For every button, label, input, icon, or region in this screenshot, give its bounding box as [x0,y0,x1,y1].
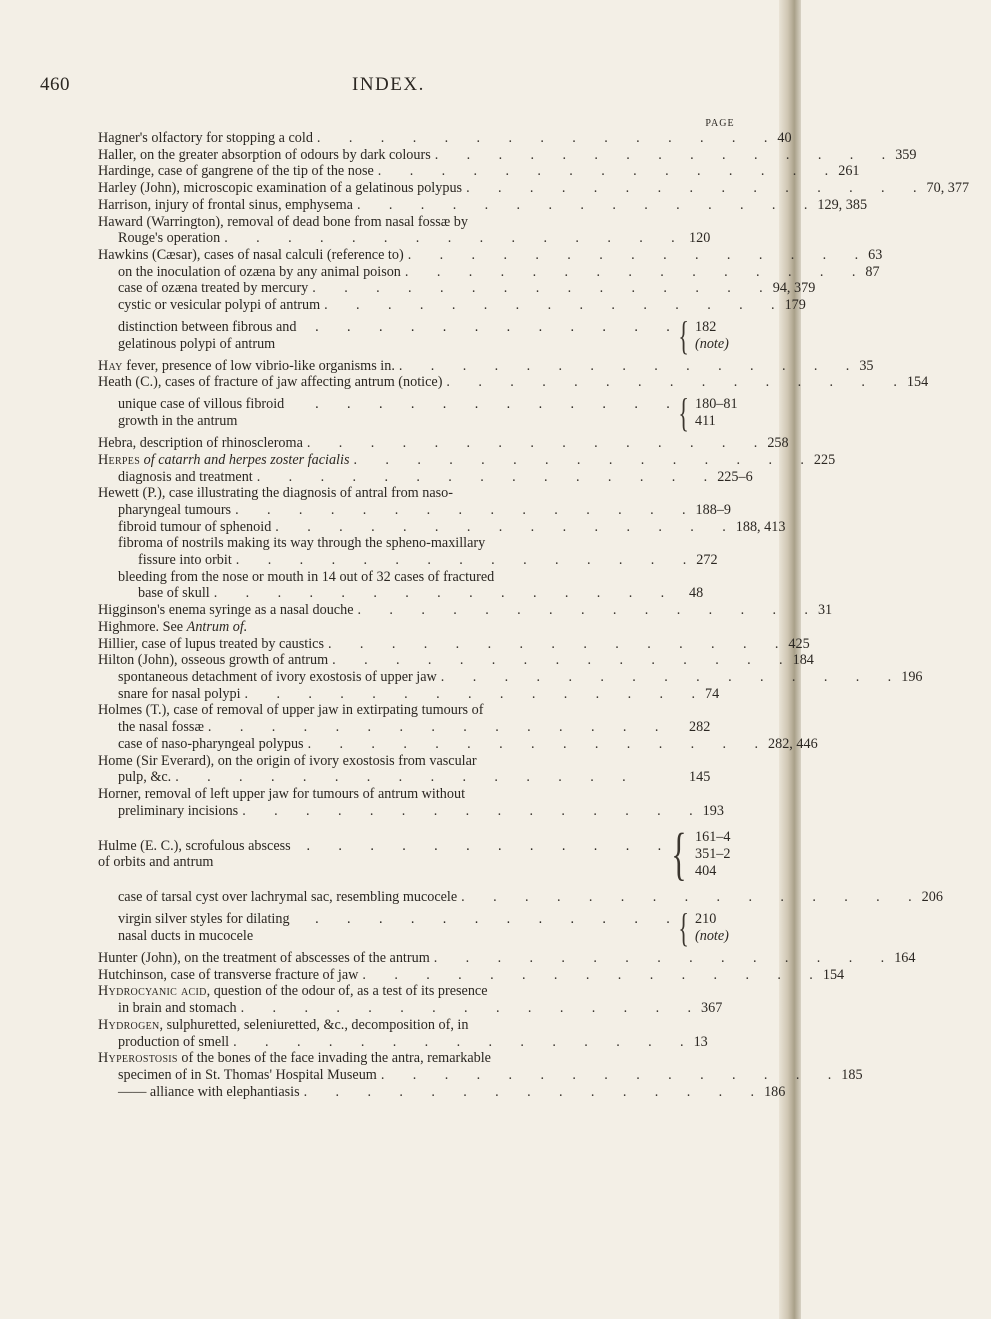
entry-page: 188–9 [695,501,731,518]
leader-dots [315,396,670,413]
brace-mark: { [678,390,689,436]
entry-text: diagnosis and treatment [118,468,253,485]
entry-body [98,838,665,871]
entry-line [98,786,753,803]
index-entry [98,821,753,887]
entry-text-group [98,147,431,164]
entry-text-group [98,950,430,967]
entry-text-group [98,435,303,452]
leader-dots [208,719,679,736]
entry-page: (note) [695,928,729,945]
entry-page-list [695,319,753,352]
leader-dots [214,585,679,602]
entry-continuation: base of skull [138,585,210,602]
leader-dots [357,197,807,214]
entry-text-group [98,652,328,669]
entry-line-continued [98,552,753,569]
leader-dots [308,736,758,753]
entry-text-group [118,911,311,944]
leader-dots [275,519,725,536]
entry-text-group [118,280,308,297]
leader-dots [353,452,803,469]
index-entry [98,889,943,906]
entry-line-continued [98,585,753,602]
entry-text: Haller, on the greater absorption of odours by dark colours [98,146,431,163]
entry-text: Holmes (T.), case of removal of upper jaw in extirpating tumours of [98,702,484,719]
entry-page: 74 [704,685,720,702]
entry-page: 94, 379 [772,280,816,297]
entry-text: virgin silver styles for dilating nasal ducts in mucocele [118,911,290,945]
entry-text: Hewett (P.), case illustrating the diagnosis of antral from naso- [98,485,453,502]
entry-text: Haward (Warrington), removal of dead bone from nasal fossæ by [98,213,468,230]
entry-page: 411 [695,413,716,430]
entry-text: snare for nasal polypi [118,685,241,702]
entry-line-continued [98,1066,863,1084]
leader-dots [328,636,778,653]
leader-dots [245,686,695,703]
brace-mark: { [678,905,689,951]
index-entry [98,686,753,703]
entry-text: Hillier, case of lupus treated by caustics [98,635,324,652]
entry-continuation: pulp, &c. [118,769,172,786]
leader-dots [235,502,685,519]
entry-page: 154 [822,966,845,983]
entry-text: fever, presence of low vibrio-like organisms in. [122,357,395,374]
index-entry [98,652,814,669]
entry-text-group [98,180,462,197]
leader-dots [242,803,692,820]
leader-dots [378,163,828,180]
entry-text: of the bones of the face invading the antra, remarkable [177,1050,491,1067]
entry-page: 196 [901,668,923,685]
entry-page: 31 [817,602,833,619]
entry-text: cystic or vesicular polypi of antrum [118,297,321,314]
entry-page-list [695,829,753,879]
entry-page: 258 [767,435,789,452]
entry-text: on the inoculation of ozæna by any animal poison [118,263,401,280]
entry-text: Home (Sir Everard), on the origin of ivory exostosis from vascular [98,752,477,769]
entry-line [98,753,753,770]
index-entry [98,1083,786,1101]
index-entry [98,569,753,602]
index-entry [98,374,929,391]
entry-line [98,396,674,429]
entry-page: 425 [788,635,810,652]
entry-text-group [98,786,465,803]
entry-page: 359 [895,146,917,163]
entry-text-group [98,214,468,231]
entry-line [98,319,674,352]
entry-text: Harrison, injury of frontal sinus, emphysema [98,196,353,213]
index-entry [98,163,860,180]
index-entry [98,214,753,247]
entry-page: 193 [702,802,724,819]
leader-dots [257,469,707,486]
entry-page: 182 [695,319,717,336]
index-entry [98,357,874,375]
entry-page: 120 [689,230,711,247]
leader-dots [236,552,686,569]
leader-dots [307,435,757,452]
leader-dots [317,130,767,147]
entry-page: 184 [792,652,814,669]
index-entry [98,196,868,214]
entry-continuation: preliminary incisions [118,802,239,819]
index-entry [98,312,753,358]
entry-text-group [98,1050,491,1067]
index-entry [98,1017,753,1050]
entry-text-group [118,736,304,753]
entry-text: , question of the odour of, as a test of its presence [206,983,488,1000]
index-entry [98,130,792,147]
page-number: 460 [40,74,70,95]
entry-line [98,838,665,871]
entry-text: unique case of villous fibroid growth in the antrum [118,396,285,430]
page-title: INDEX. [352,74,425,95]
entry-line [98,983,753,1000]
entry-page: 351–2 [695,845,731,862]
entry-text: fibroma of nostrils making its way through the spheno-maxillary [118,535,486,552]
entry-text: Hulme (E. C.), scrofulous abscess of orbits and antrum [98,837,291,871]
entry-text-group [98,163,374,180]
entry-page: 225–6 [717,468,753,485]
entry-page: 40 [777,130,792,146]
entry-text: Higginson's enema syringe as a nasal douche [98,602,354,619]
entry-page: 13 [693,1033,708,1050]
entry-text: Hagner's olfactory for stopping a cold [98,130,313,146]
leader-dots [332,652,782,669]
entry-text: Hilton (John), osseous growth of antrum [98,652,329,669]
leader-dots [241,1000,691,1017]
entry-line [98,214,753,231]
entry-page: 225 [813,451,836,468]
entry-text-group [118,519,271,536]
entry-page: 186 [764,1083,786,1100]
leader-dots [362,967,812,984]
entry-text-group [98,130,313,147]
leader-dots [466,180,916,197]
entry-text: Hebra, description of rhinoscleroma [98,435,303,452]
entry-continuation: fissure into orbit [138,552,232,569]
leader-dots [405,264,855,281]
entry-continuation: pharyngeal tumours [118,501,232,518]
entry-text-group [118,669,437,686]
entry-page: 87 [865,263,880,280]
leader-dots [233,1034,683,1051]
leader-dots [408,247,858,264]
entry-heading-word: Hyperostosis [98,1050,178,1067]
entry-page: 210 [695,911,717,928]
entry-page: 63 [868,246,883,263]
entry-text-group [118,686,241,703]
entry-heading-word: Herpes [98,451,141,468]
entry-page: 35 [859,357,874,374]
entry-line [98,1050,753,1067]
entry-cross-reference: Antrum of. [186,618,248,635]
index-entry [98,735,818,753]
entry-line-continued [98,230,753,247]
entry-text: Harley (John), microscopic examination of a gelatinous polypus [98,180,463,197]
page-header [40,74,730,104]
entry-body [98,911,674,944]
entry-text-group [98,1017,468,1034]
entry-line [98,485,753,502]
index-entry [98,668,923,686]
index-entry [98,702,753,735]
entry-heading-word: Hydrogen [98,1016,160,1033]
entry-page-list [695,396,753,429]
entry-italic-text: of catarrh and herpes zoster facialis [140,451,350,468]
entry-body [98,396,674,429]
leader-dots [224,230,679,247]
entry-text: —— alliance with elephantiasis [118,1083,300,1100]
entry-body [98,319,674,352]
entry-page: 179 [784,297,806,314]
leader-dots [441,669,891,686]
entry-continuation: specimen of in St. Thomas' Hospital Museum [118,1066,377,1083]
entry-continuation: Rouge's operation [118,230,221,247]
entry-line-continued [98,719,753,736]
entry-page: 129, 385 [817,196,868,213]
entry-text-group [98,753,477,770]
index-entry [98,435,789,452]
entry-text: fibroid tumour of sphenoid [118,518,272,535]
leader-dots [461,889,911,906]
index-entry [98,518,786,536]
entry-page: 282 [689,719,711,736]
entry-text: case of ozæna treated by mercury [118,280,309,297]
entry-text: case of naso-pharyngeal polypus [118,735,304,752]
entry-text-group [118,1084,300,1101]
index-entry [98,485,753,518]
entry-text-group [118,569,494,586]
entry-text-group [98,247,404,264]
entry-page: 404 [695,862,717,879]
entry-page: 185 [841,1066,863,1083]
brace-mark: { [671,821,687,887]
index-entry [98,535,753,568]
index-entry [98,180,970,197]
index-entry [98,297,806,314]
leader-dots [315,911,670,928]
entry-text: , sulphuretted, seleniuretted, &c., decomposition of, in [159,1016,469,1033]
entry-text-group [98,838,302,871]
entry-page: 206 [921,889,943,906]
index-entry [98,602,833,619]
leader-dots [381,1067,831,1084]
entry-line [98,911,674,944]
entry-text: Highmore. See [98,618,187,635]
entry-text: Hunter (John), on the treatment of abscesses of the antrum [98,950,430,967]
entry-text-group [118,396,311,429]
index-entry [98,966,845,984]
leader-dots [358,602,808,619]
leader-dots [446,374,896,391]
index-entry [98,619,753,636]
entry-text-group [118,264,401,281]
entry-text-group [98,485,453,502]
entry-text: Heath (C.), cases of fracture of jaw affecting antrum (notice) [98,374,443,391]
index-entry [98,950,916,967]
entry-heading-word: Hay [98,357,123,374]
entry-text-group [118,889,457,906]
index-entry [98,635,810,653]
entry-line [98,535,753,552]
entry-text-group [98,983,488,1000]
entry-page: 145 [689,769,711,786]
entry-line [98,569,753,586]
entry-line-continued [98,1000,753,1017]
entry-text-group [98,602,354,619]
entry-text-group [118,297,320,314]
page-column-label: PAGE [705,118,735,129]
leader-dots [434,950,884,967]
entry-heading-word: Hydrocyanic acid [98,983,207,1000]
entry-line-continued [98,769,753,786]
entry-line-continued [98,803,753,820]
index-entries [98,130,970,1100]
index-entry [98,1050,863,1083]
entry-page: 282, 446 [768,735,818,752]
index-entry [98,983,753,1016]
entry-text-group [118,535,485,552]
leader-dots [306,838,661,855]
entry-continuation: the nasal fossæ [118,719,204,736]
index-entry [98,905,753,951]
entry-text: Hutchinson, case of transverse fracture of jaw [98,966,359,983]
entry-text: Hardinge, case of gangrene of the tip of the nose [98,163,374,180]
index-entry [98,263,880,281]
entry-page-list [695,911,753,944]
entry-page: 272 [696,552,718,569]
entry-page: (note) [695,335,729,352]
entry-text-group [98,452,349,469]
entry-text-group [98,967,358,984]
entry-line-continued [98,502,753,519]
index-entry [98,469,753,486]
entry-page: 161–4 [695,829,731,846]
entry-text-group [118,469,253,486]
index-entry [98,451,836,469]
entry-page: 164 [894,950,916,967]
leader-dots [315,319,670,336]
entry-text-group [98,197,353,214]
index-entry [98,786,753,819]
index-entry [98,280,816,297]
entry-text-group [98,636,324,653]
index-entry [98,390,753,436]
leader-dots [435,147,885,164]
entry-text: Horner, removal of left upper jaw for tumours of antrum without [98,785,466,802]
entry-page: 188, 413 [735,518,786,535]
entry-text-group [98,702,483,719]
index-entry [98,753,753,786]
leader-dots [399,358,849,375]
entry-line [98,1017,753,1034]
entry-text: bleeding from the nose or mouth in 14 out of 32 cases of fractured [118,568,495,585]
leader-dots [324,297,774,314]
entry-page: 261 [838,163,860,180]
entry-continuation: in brain and stomach [118,1000,237,1017]
index-entry [98,146,917,164]
entry-text: distinction between fibrous and gelatinous polypi of antrum [118,319,297,352]
entry-page: 48 [689,585,704,602]
entry-text: case of tarsal cyst over lachrymal sac, resembling mucocele [118,889,458,906]
entry-text-group [98,619,247,636]
entry-continuation: production of smell [118,1033,230,1050]
index-entry [98,246,883,264]
entry-line [98,702,753,719]
leader-dots [312,280,762,297]
entry-page: 367 [701,1000,723,1017]
entry-page: 70, 377 [926,180,970,197]
entry-text-group [98,358,395,375]
entry-text-group [98,374,442,391]
entry-text: spontaneous detachment of ivory exostosis of upper jaw [118,668,437,685]
brace-mark: { [678,312,689,358]
leader-dots [175,769,679,786]
entry-page: 180–81 [695,396,738,413]
entry-text-group [118,319,311,352]
entry-text: Hawkins (Cæsar), cases of nasal calculi (reference to) [98,246,404,263]
entry-line-continued [98,1034,753,1051]
leader-dots [304,1084,754,1101]
entry-page: 154 [906,374,929,391]
